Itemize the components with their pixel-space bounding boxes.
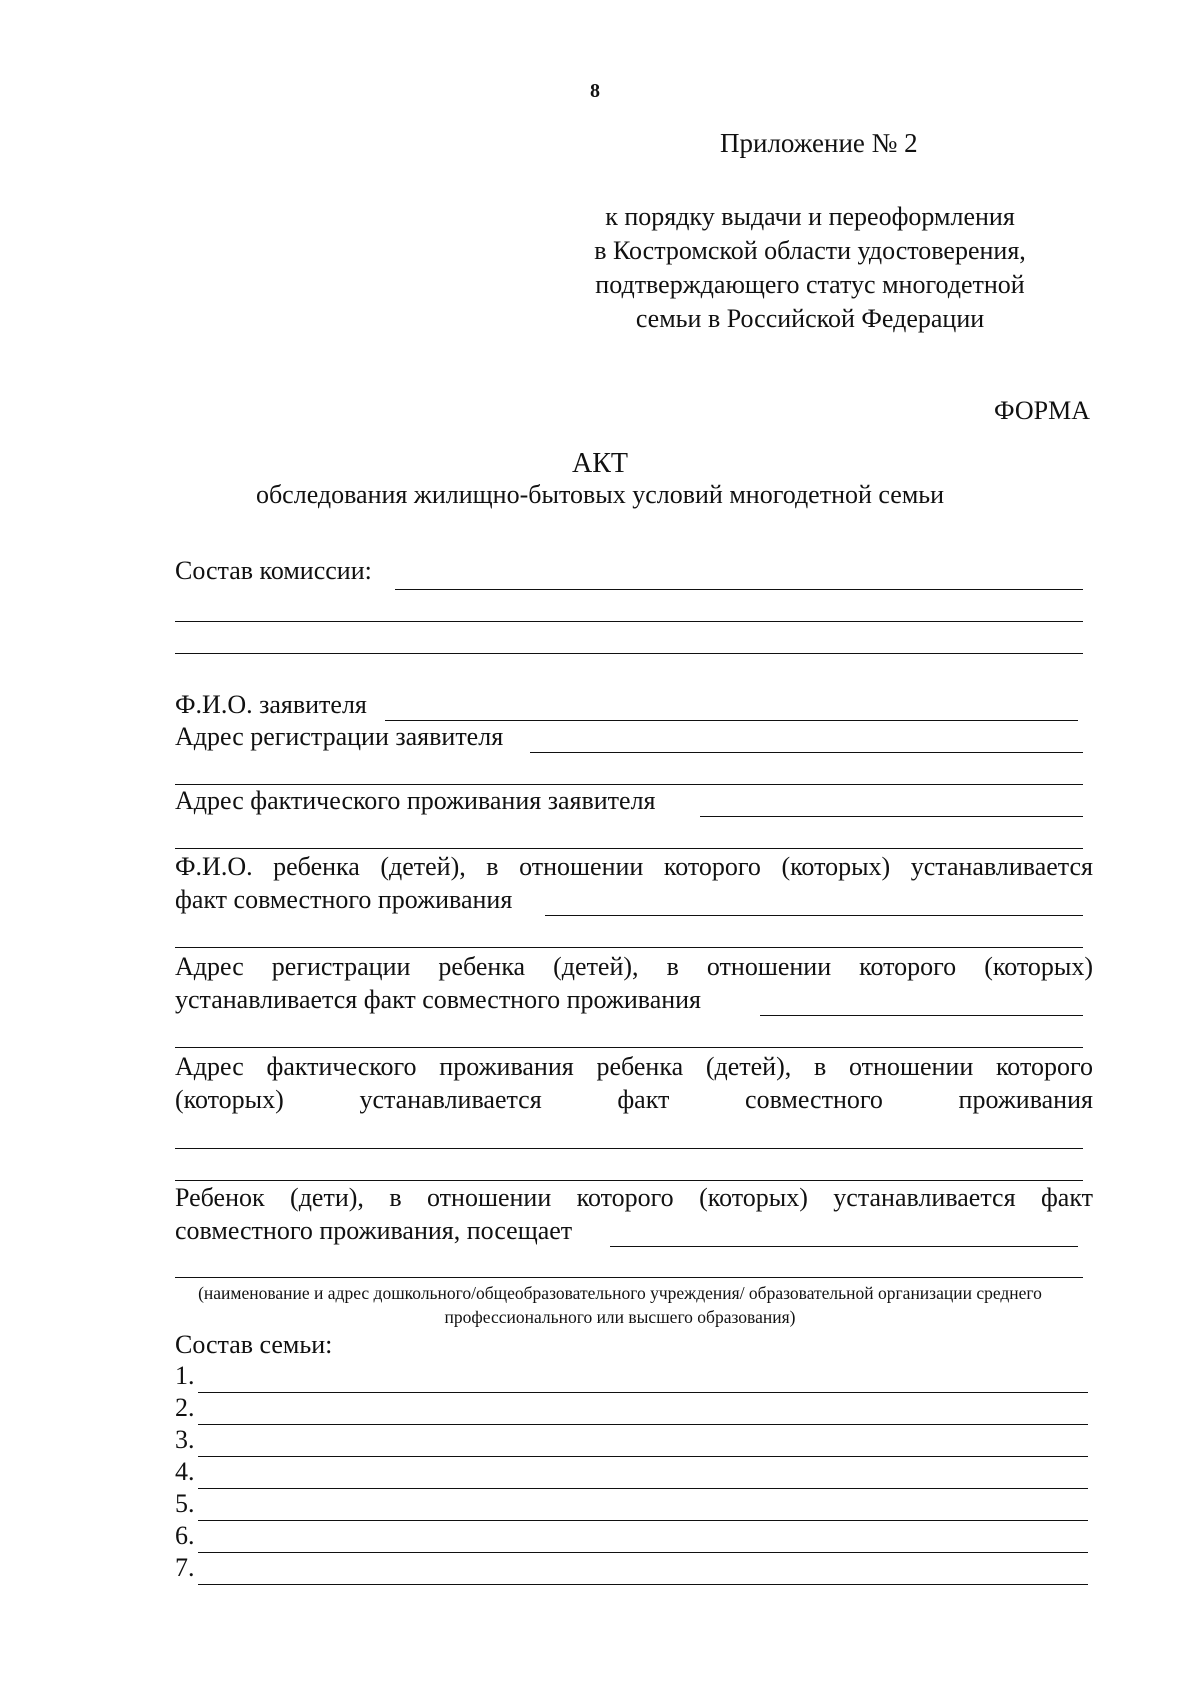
reference-line: в Костромской области удостоверения, xyxy=(594,236,1026,265)
family-member-input-line[interactable] xyxy=(198,1456,1088,1457)
child-reg-address-label-line1: Адрес регистрации ребенка (детей), в отношении которого (которых) xyxy=(175,952,1093,981)
label-word: устанавливается xyxy=(359,1085,542,1114)
institution-input-line[interactable] xyxy=(175,1277,1083,1278)
reference-line: семьи в Российской Федерации xyxy=(635,304,985,333)
document-title: АКТ xyxy=(572,448,628,479)
child-actual-address-input-line[interactable] xyxy=(175,1148,1083,1149)
family-member-number: 1. xyxy=(175,1361,195,1390)
family-member-number: 7. xyxy=(175,1553,195,1582)
commission-label: Состав комиссии: xyxy=(175,556,372,585)
family-member-number: 2. xyxy=(175,1393,195,1422)
applicant-name-label: Ф.И.О. заявителя xyxy=(175,690,367,719)
label-word: проживания xyxy=(958,1085,1093,1114)
applicant-name-input-line[interactable] xyxy=(385,720,1078,721)
label-word: (которых) xyxy=(175,1085,284,1114)
child-attends-label-line1: Ребенок (дети), в отношении которого (которых) устанавливается факт xyxy=(175,1183,1093,1212)
commission-input-line[interactable] xyxy=(395,589,1083,590)
family-composition-label: Состав семьи: xyxy=(175,1330,333,1359)
form-label: ФОРМА xyxy=(994,396,1090,425)
child-name-label-line2: факт совместного проживания xyxy=(175,885,513,914)
label-word: совместного xyxy=(745,1085,883,1114)
family-member-number: 4. xyxy=(175,1457,195,1486)
child-actual-address-label-line1: Адрес фактического проживания ребенка (детей), в отношении которого xyxy=(175,1052,1093,1081)
applicant-actual-address-input-line[interactable] xyxy=(700,816,1083,817)
applicant-reg-address-input-line[interactable] xyxy=(530,752,1083,753)
appendix-label: Приложение № 2 xyxy=(720,128,918,158)
child-reg-address-label-line2: устанавливается факт совместного проживания xyxy=(175,985,702,1014)
family-member-input-line[interactable] xyxy=(198,1552,1088,1553)
commission-input-line[interactable] xyxy=(175,653,1083,654)
label-word: факт xyxy=(617,1085,670,1114)
applicant-actual-address-label: Адрес фактического проживания заявителя xyxy=(175,786,656,815)
applicant-actual-address-input-line[interactable] xyxy=(175,848,1083,849)
family-member-number: 5. xyxy=(175,1489,195,1518)
family-member-number: 3. xyxy=(175,1425,195,1454)
reference-line: к порядку выдачи и переоформления xyxy=(605,202,1015,231)
family-member-input-line[interactable] xyxy=(198,1584,1088,1585)
family-member-input-line[interactable] xyxy=(198,1424,1088,1425)
child-name-input-line[interactable] xyxy=(175,947,1083,948)
document-subtitle: обследования жилищно-бытовых условий многодетной семьи xyxy=(255,480,945,509)
child-attends-label-line2: совместного проживания, посещает xyxy=(175,1216,573,1245)
child-reg-address-input-line[interactable] xyxy=(175,1047,1083,1048)
appendix-reference xyxy=(560,200,1060,336)
child-name-label-line1: Ф.И.О. ребенка (детей), в отношении которого (которых) устанавливается xyxy=(175,852,1093,881)
reference-line: подтверждающего статус многодетной xyxy=(595,270,1025,299)
institution-note: (наименование и адрес дошкольного/общеобразовательного учреждения/ образовательной организации среднего профессионального или высшего образования) xyxy=(198,1283,1042,1327)
page-number: 8 xyxy=(590,80,600,102)
commission-input-line[interactable] xyxy=(175,621,1083,622)
child-attends-input-line[interactable] xyxy=(610,1246,1078,1247)
family-member-number: 6. xyxy=(175,1521,195,1550)
child-reg-address-input-line[interactable] xyxy=(760,1015,1083,1016)
family-member-input-line[interactable] xyxy=(198,1488,1088,1489)
child-actual-address-input-line[interactable] xyxy=(175,1180,1083,1181)
child-name-input-line[interactable] xyxy=(545,915,1083,916)
family-member-input-line[interactable] xyxy=(198,1520,1088,1521)
child-actual-address-label-line2 xyxy=(175,1085,1093,1115)
applicant-reg-address-input-line[interactable] xyxy=(175,784,1083,785)
family-member-input-line[interactable] xyxy=(198,1392,1088,1393)
applicant-reg-address-label: Адрес регистрации заявителя xyxy=(175,722,504,751)
